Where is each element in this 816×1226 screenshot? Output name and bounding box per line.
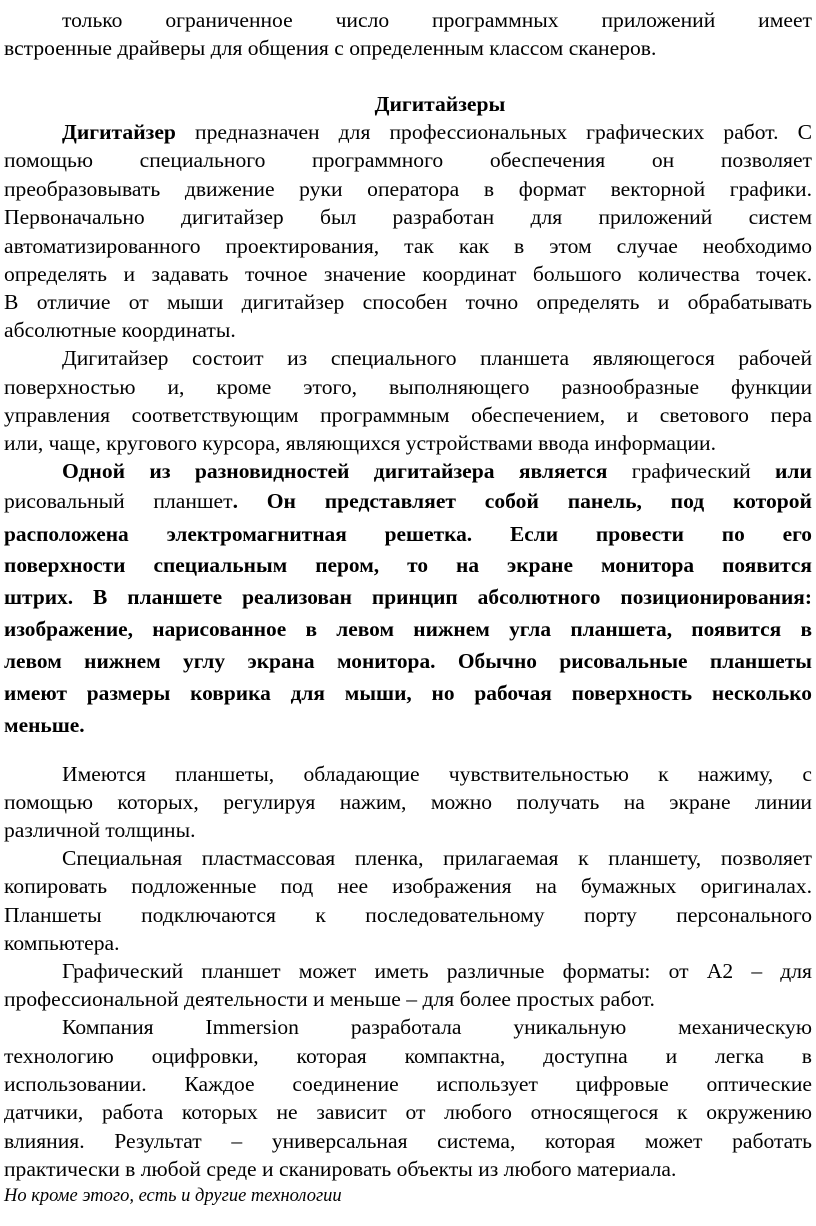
text-line: помощью специального программного обеспечения он позволяет bbox=[4, 148, 812, 172]
term-bold: Дигитайзер bbox=[62, 120, 176, 144]
text-line: рисовальный планшет. Он представляет собой панель, под которой bbox=[4, 489, 812, 513]
text-line: Графический планшет может иметь различные форматы: от А2 – для bbox=[62, 959, 812, 983]
text-line: автоматизированного проектирования, так как в этом случае необходимо bbox=[4, 234, 812, 258]
text-line: Имеются планшеты, обладающие чувствительностью к нажиму, с bbox=[62, 762, 812, 786]
text-line: компьютера. bbox=[4, 931, 120, 955]
text-line: Первоначально дигитайзер был разработан для приложений систем bbox=[4, 205, 812, 229]
text-line: имеют размеры коврика для мыши, но рабочая поверхность несколько bbox=[4, 681, 812, 705]
text-line: абсолютные координаты. bbox=[4, 318, 236, 342]
text-line: Специальная пластмассовая пленка, прилагаемая к планшету, позволяет bbox=[62, 846, 812, 870]
text-line: копировать подложенные под нее изображения на бумажных оригиналах. bbox=[4, 874, 812, 898]
text-line: Компания Immersion разработала уникальную механическую bbox=[62, 1015, 812, 1039]
text-line: левом нижнем углу экрана монитора. Обычно рисовальные планшеты bbox=[4, 649, 812, 673]
text-line: технологию оцифровки, которая компактна, доступна и легка в bbox=[4, 1044, 812, 1068]
text-line: различной толщины. bbox=[4, 818, 196, 842]
text-line: помощью которых, регулируя нажим, можно получать на экране линии bbox=[4, 790, 812, 814]
text-line: штрих. В планшете реализован принцип абсолютного позиционирования: bbox=[4, 585, 812, 609]
text-line: только ограниченное число программных приложений имеет bbox=[62, 8, 812, 32]
text-line: использовании. Каждое соединение использует цифровые оптические bbox=[4, 1072, 812, 1096]
text-line: В отличие от мыши дигитайзер способен точно определять и обрабатывать bbox=[4, 290, 812, 314]
text-line: Одной из разновидностей дигитайзера является графический или bbox=[62, 459, 812, 483]
text-line: расположена электромагнитная решетка. Если провести по его bbox=[4, 522, 812, 546]
section-heading: Дигитайзеры bbox=[374, 92, 506, 116]
text-line: профессиональной деятельности и меньше – для более простых работ. bbox=[4, 987, 655, 1011]
text-line: Планшеты подключаются к последовательному порту персонального bbox=[4, 903, 812, 927]
text-line: определять и задавать точное значение координат большого количества точек. bbox=[4, 262, 812, 286]
text-line: преобразовывать движение руки оператора в формат векторной графики. bbox=[4, 177, 812, 201]
text-line: практически в любой среде и сканировать объекты из любого материала. bbox=[4, 1157, 677, 1181]
text-line: управления соответствующим программным обеспечением, и светового пера bbox=[4, 403, 812, 427]
text-line: или, чаще, кругового курсора, являющихся устройствами ввода информации. bbox=[4, 431, 717, 455]
text-line: Дигитайзер предназначен для профессиональных графических работ. С bbox=[62, 120, 812, 144]
text-line: поверхности специальным пером, то на экране монитора появится bbox=[4, 553, 812, 577]
text-line: встроенные драйверы для общения с определенным классом сканеров. bbox=[4, 36, 657, 60]
italic-note: Но кроме этого, есть и другие технологии bbox=[4, 1186, 342, 1206]
text-line: Дигитайзер состоит из специального планшета являющегося рабочей bbox=[62, 346, 812, 370]
text-line: влияния. Результат – универсальная система, которая может работать bbox=[4, 1129, 812, 1153]
text-line: меньше. bbox=[4, 713, 85, 737]
text-line: датчики, работа которых не зависит от любого относящегося к окружению bbox=[4, 1100, 812, 1124]
text-line: изображение, нарисованное в левом нижнем угла планшета, появится в bbox=[4, 617, 812, 641]
text-line: поверхностью и, кроме этого, выполняющего разнообразные функции bbox=[4, 375, 812, 399]
